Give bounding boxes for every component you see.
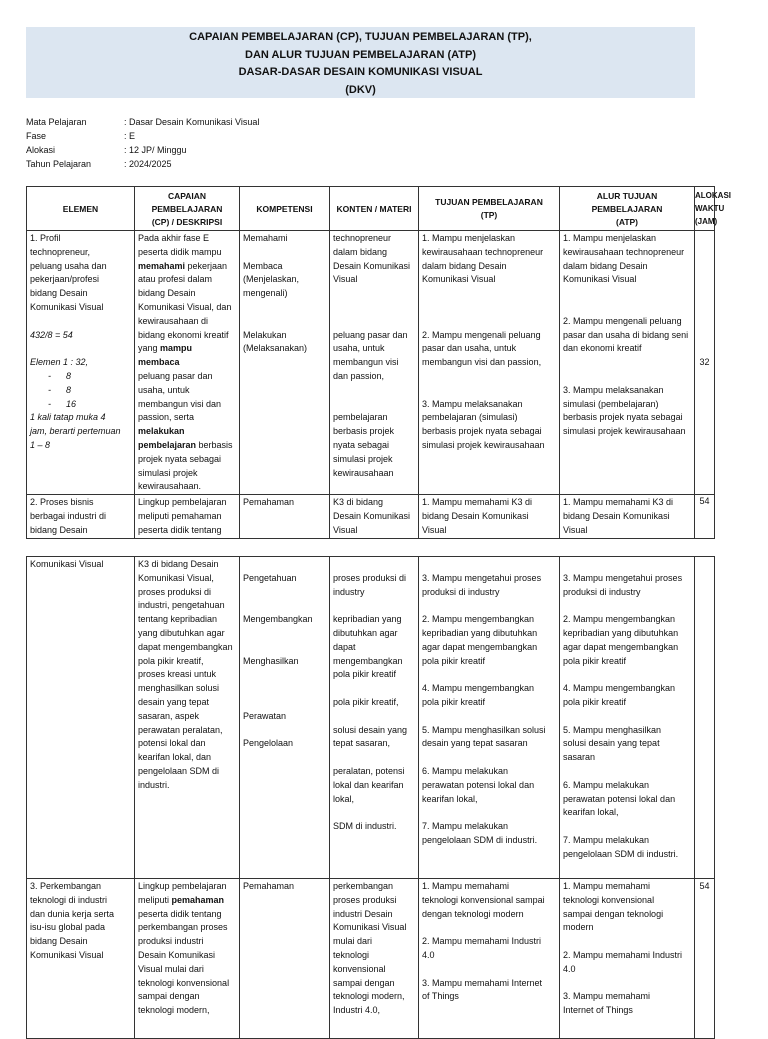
- kompetensi-cell: Pemahaman: [240, 879, 330, 1039]
- tp-cell: 1. Mampu memahami teknologi konvensional sampai dengan teknologi modern 2. Mampu memahami Industri 4.0 3. Mampu memahami Internet of Things: [419, 879, 560, 1039]
- title-line: DASAR-DASAR DESAIN KOMUNIKASI VISUAL: [238, 66, 483, 78]
- tp-cell: 3. Mampu mengetahui proses produksi di industry 2. Mampu mengembangkan kepribadian yang dibutuhkan agar dapat mengembangkan pola pikir kreatif 4. Mampu mengembangkan pola pikir kreatif 5. Mampu menghasilkan solusi desain yang tepat sasaran 6. Mampu melakukan perawatan potensi lokal dan kearifan lokal, 7. Mampu melakukan pengelolaan SDM di industri.: [419, 557, 560, 879]
- atp-cell: 1. Mampu memahami K3 di bidang Desain Komunikasi Visual: [560, 495, 695, 538]
- kompetensi-cell: Pemahaman: [240, 495, 330, 538]
- konten-cell: proses produksi di industry kepribadian yang dibutuhkan agar dapat mengembangkan pola pikir kreatif pola pikir kreatif, solusi desain yang tepat sasaran, peralatan, potensi lokal dan kearifan lokal, SDM di industri.: [330, 557, 419, 879]
- tp-cell: 1. Mampu memahami K3 di bidang Desain Komunikasi Visual: [419, 495, 560, 538]
- cp-cell: Pada akhir fase E peserta didik mampu memahami pekerjaan atau profesi dalam bidang Desain Komunikasi Visual, dan kewirausahaan di bidang ekonomi kreatif yang mampu membaca peluang pasar dan usaha, untuk membangun visi dan passion, serta melakukan pembelajaran berbasis projek nyata sebagai simulasi projek kewirausahaan.: [135, 231, 240, 495]
- curriculum-table: [26, 186, 731, 539]
- info-row: [26, 115, 259, 129]
- title-line: DAN ALUR TUJUAN PEMBELAJARAN (ATP): [245, 48, 476, 61]
- atp-cell: 3. Mampu mengetahui proses produksi di industry 2. Mampu mengembangkan kepribadian yang dibutuhkan agar dapat mengembangkan pola pikir kreatif 4. Mampu mengembangkan pola pikir kreatif 5. Mampu menghasilkan solusi desain yang tepat sasaran 6. Mampu melakukan perawatan potensi lokal dan kearifan lokal, 7. Mampu melakukan pengelolaan SDM di industri.: [560, 557, 695, 879]
- info-value: : Dasar Desain Komunikasi Visual: [124, 117, 260, 127]
- info-value: : 2024/2025: [124, 159, 172, 169]
- tp-cell: 1. Mampu menjelaskan kewirausahaan technopreneur dalam bidang Desain Komunikasi Visual 2. Mampu mengenali peluang pasar dan usaha, untuk membangun visi dan passion, 3. Mampu melaksanakan pembelajaran (simulasi) berbasis projek nyata sebagai simulasi projek kewirausahaan: [419, 231, 560, 495]
- kompetensi-cell: Memahami Membaca (Menjelaskan, mengenali) Melakukan (Melaksanakan): [240, 231, 330, 495]
- cp-cell: K3 di bidang Desain Komunikasi Visual, proses produksi di industri, pengetahuan tentang kepribadian yang dibutuhkan agar dapat mengembangkan pola pikir kreatif, proses kreasi untuk menghasilkan solusi desain yang tepat sasaran, aspek perawatan peralatan, potensi lokal dan kearifan lokal, dan pengelolaan SDM di industri.: [135, 557, 240, 879]
- konten-cell: technopreneur dalam bidang Desain Komunikasi Visual peluang pasar dan usaha, untuk membangun visi dan passion, pembelajaran berbasis projek nyata sebagai simulasi projek kewirausahaan: [330, 231, 419, 495]
- alokasi-cell: 54: [695, 879, 715, 1039]
- elemen-cell: 2. Proses bisnis berbagai industri di bidang Desain: [27, 495, 135, 538]
- curriculum-table-continued: [26, 556, 715, 879]
- header-alokasi: ALOKASI WAKTU (JAM): [695, 187, 715, 231]
- info-row: [26, 129, 259, 143]
- elemen-cell: 1. Profil technopreneur, peluang usaha dan pekerjaan/profesi bidang Desain Komunikasi Visual 432/8 = 54 Elemen 1 : 32, - 8 - 8 - 16 1 kali tatap muka 4 jam, berarti pertemuan 1 – 8: [27, 231, 135, 495]
- subject-info: [26, 115, 259, 171]
- title-line: (DKV): [345, 83, 376, 96]
- info-label: Fase: [26, 131, 47, 141]
- table-row: [27, 879, 715, 1039]
- cp-cell: Lingkup pembelajaran meliputi pemahaman peserta didik tentang: [135, 495, 240, 538]
- konten-cell: perkembangan proses produksi industri Desain Komunikasi Visual mulai dari teknologi konvensional sampai dengan teknologi modern, Industri 4.0,: [330, 879, 419, 1039]
- title-line: CAPAIAN PEMBELAJARAN (CP), TUJUAN PEMBELAJARAN (TP),: [189, 31, 532, 43]
- cp-cell: Lingkup pembelajaran meliputi pemahaman peserta didik tentang perkembangan proses produksi industri Desain Komunikasi Visual mulai dari teknologi konvensional sampai dengan teknologi modern,: [135, 879, 240, 1039]
- info-label: Mata Pelajaran: [26, 117, 87, 127]
- atp-cell: 1. Mampu menjelaskan kewirausahaan technopreneur dalam bidang Desain Komunikasi Visual 2. Mampu mengenali peluang pasar dan usaha di bidang seni dan ekonomi kreatif 3. Mampu melaksanakan simulasi (pembelajaran) berbasis projek nyata sebagai simulasi projek kewirausahaan: [560, 231, 695, 495]
- info-value: : 12 JP/ Minggu: [124, 145, 187, 155]
- alokasi-cell: 54: [695, 495, 715, 538]
- header-capaian: CAPAIAN PEMBELAJARAN (CP) / DESKRIPSI: [135, 187, 240, 231]
- alokasi-cell: [695, 557, 715, 879]
- header-konten: KONTEN / MATERI: [330, 187, 419, 231]
- header-alur: ALUR TUJUAN PEMBELAJARAN (ATP): [560, 187, 695, 231]
- atp-cell: 1. Mampu memahami teknologi konvensional sampai dengan teknologi modern 2. Mampu memahami Industri 4.0 3. Mampu memahami Internet of Things: [560, 879, 695, 1039]
- header-elemen: ELEMEN: [27, 187, 135, 231]
- table-header-row: [27, 187, 715, 231]
- alokasi-cell: 32: [695, 231, 715, 495]
- konten-cell: K3 di bidang Desain Komunikasi Visual: [330, 495, 419, 538]
- header-tujuan: TUJUAN PEMBELAJARAN (TP): [419, 187, 560, 231]
- table-row: [27, 557, 715, 879]
- info-row: [26, 157, 259, 171]
- info-label: Tahun Pelajaran: [26, 159, 92, 169]
- kompetensi-cell: Pengetahuan Mengembangkan Menghasilkan Perawatan Pengelolaan: [240, 557, 330, 879]
- header-kompetensi: KOMPETENSI: [240, 187, 330, 231]
- elemen-cell: 3. Perkembangan teknologi di industri dan dunia kerja serta isu-isu global pada bidang Desain Komunikasi Visual: [27, 879, 135, 1039]
- elemen-cell: Komunikasi Visual: [27, 557, 135, 879]
- table-row: [27, 495, 715, 538]
- info-label: Alokasi: [26, 145, 56, 155]
- document-title-banner: [26, 27, 695, 98]
- info-row: [26, 143, 259, 157]
- info-value: : E: [124, 131, 136, 141]
- curriculum-table-continued: [26, 878, 715, 1039]
- table-row: [27, 231, 715, 495]
